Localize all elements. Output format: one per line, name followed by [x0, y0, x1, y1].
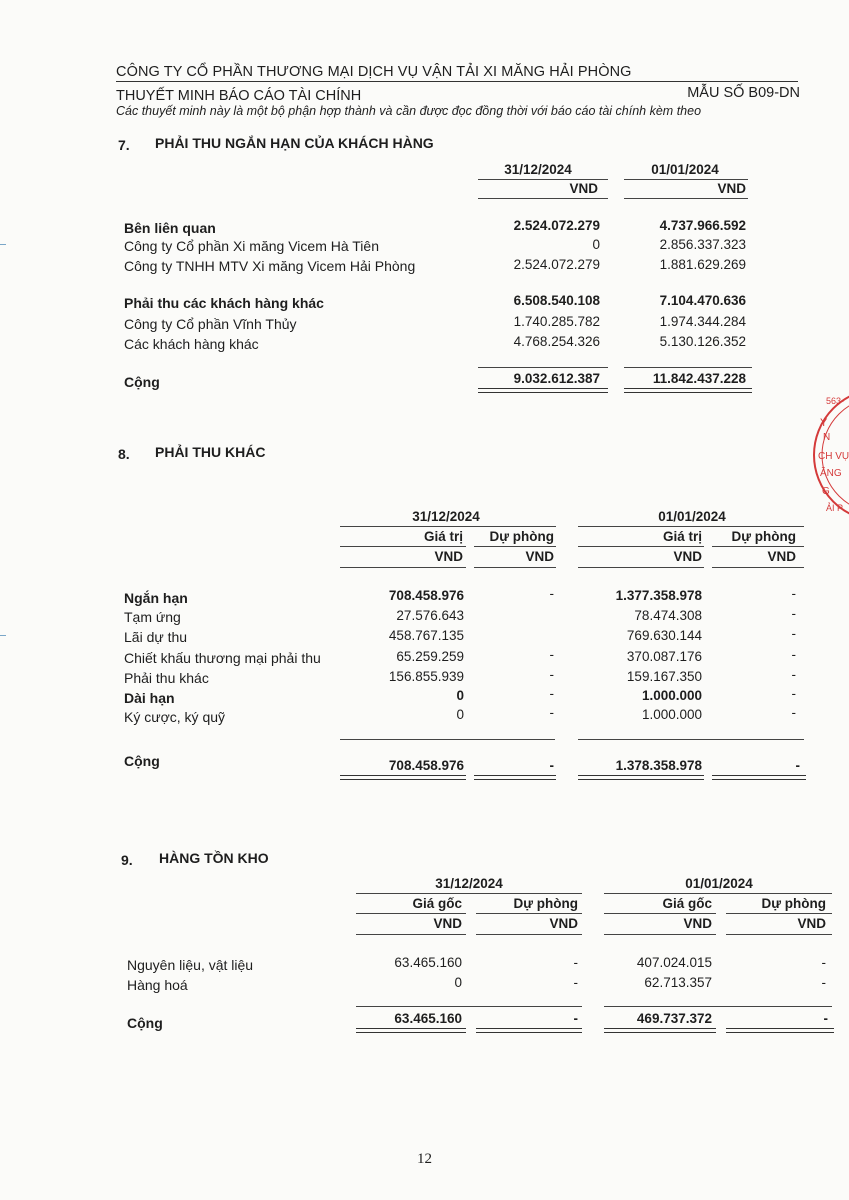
- s9-row-b: -: [573, 955, 578, 970]
- s7-total-v2: 11.842.437.228: [652, 371, 746, 386]
- s8-row-label: Ký cược, ký quỹ: [124, 709, 226, 725]
- s8-row-b: -: [549, 586, 554, 601]
- s9-total-d: -: [823, 1011, 828, 1026]
- s8-row-label: Chiết khấu thương mại phải thu: [124, 650, 321, 666]
- s9-unit-rule: [356, 934, 466, 935]
- s8-row-label: Lãi dự thu: [124, 629, 188, 645]
- s8-col2-rule: [578, 526, 804, 527]
- s9-sub-cost: Giá gốc: [662, 896, 712, 911]
- s7-row-v1: 6.508.540.108: [513, 293, 600, 308]
- s9-unit-rule: [726, 934, 832, 935]
- seal-text: ĂNG: [820, 468, 842, 479]
- s8-total-label: Cộng: [124, 753, 160, 769]
- s9-row-label: Nguyên liệu, vật liệu: [127, 957, 254, 973]
- section-8-title: PHẢI THU KHÁC: [155, 444, 266, 460]
- s7-row-label: Phải thu các khách hàng khác: [124, 295, 324, 311]
- s8-row-c: 1.377.358.978: [615, 588, 702, 603]
- s8-sub-rule: [578, 546, 704, 547]
- s7-row-label: Công ty TNHH MTV Xi măng Vicem Hải Phòng: [124, 258, 416, 274]
- page-number: 12: [417, 1151, 432, 1167]
- s7-row-v1: 2.524.072.279: [513, 257, 600, 272]
- s9-row-c: 407.024.015: [636, 955, 712, 970]
- section-8-number: 8.: [118, 446, 130, 462]
- s8-row-c: 769.630.144: [626, 628, 702, 643]
- s9-unit: VND: [683, 916, 712, 931]
- s8-row-a: 27.576.643: [396, 608, 464, 623]
- s9-row-a: 63.465.160: [394, 955, 462, 970]
- s8-total-double-rule: [578, 775, 704, 780]
- s9-sub-rule: [726, 913, 832, 914]
- s8-row-b: -: [549, 705, 554, 720]
- s8-unit-rule: [712, 567, 804, 568]
- s8-row-a: 65.259.259: [396, 649, 464, 664]
- s7-row-label: Các khách hàng khác: [124, 336, 259, 352]
- section-9-title: HÀNG TỒN KHO: [159, 850, 269, 866]
- s8-row-a: 0: [456, 707, 464, 722]
- s8-sub-value: Giá trị: [662, 529, 702, 544]
- s7-row-v2: 1.974.344.284: [659, 314, 746, 329]
- s8-row-c: 159.167.350: [626, 669, 702, 684]
- s8-row-d: -: [791, 667, 796, 682]
- form-code: MẪU SỐ B09-DN: [687, 85, 800, 101]
- s9-row-a: 0: [454, 975, 462, 990]
- s8-row-d: -: [791, 686, 796, 701]
- s9-sub-rule: [604, 913, 716, 914]
- s9-total-double-rule: [604, 1028, 716, 1033]
- s9-unit: VND: [549, 916, 578, 931]
- s8-unit: VND: [525, 549, 554, 564]
- margin-mark: [0, 244, 6, 245]
- report-title: THUYẾT MINH BÁO CÁO TÀI CHÍNH: [116, 88, 362, 104]
- s8-row-label: Ngắn hạn: [124, 590, 188, 606]
- s7-row-v2: 5.130.126.352: [659, 334, 746, 349]
- s9-row-label: Hàng hoá: [127, 977, 188, 993]
- s8-row-b: -: [549, 647, 554, 662]
- s9-row-c: 62.713.357: [644, 975, 712, 990]
- s8-row-c: 1.000.000: [641, 688, 702, 703]
- s8-unit: VND: [673, 549, 702, 564]
- s8-total-d: -: [795, 758, 800, 773]
- margin-mark: [0, 635, 6, 636]
- s8-total-top-rule: [578, 739, 804, 740]
- s8-sub-rule: [712, 546, 804, 547]
- s7-row-v2: 7.104.470.636: [659, 293, 746, 308]
- s8-unit-rule: [340, 567, 466, 568]
- s8-col1-header: 31/12/2024: [412, 509, 480, 524]
- s8-unit: VND: [434, 549, 463, 564]
- s9-col2-rule: [604, 893, 832, 894]
- s7-row-v1: 4.768.254.326: [513, 334, 600, 349]
- s8-row-label: Phải thu khác: [124, 670, 209, 686]
- s9-total-label: Cộng: [127, 1015, 163, 1031]
- s7-total-top-rule: [478, 367, 608, 368]
- s7-col2-unit: VND: [717, 181, 746, 196]
- s8-row-b: -: [549, 667, 554, 682]
- s7-total-label: Cộng: [124, 374, 160, 390]
- s8-total-double-rule: [474, 775, 556, 780]
- section-7-number: 7.: [118, 137, 130, 153]
- s8-row-c: 78.474.308: [634, 608, 702, 623]
- s7-row-v2: 1.881.629.269: [659, 257, 746, 272]
- s8-unit-rule: [578, 567, 704, 568]
- s8-sub-value: Giá trị: [423, 529, 463, 544]
- s7-col1-header: 31/12/2024: [504, 162, 572, 177]
- s8-row-label: Tạm ứng: [124, 609, 181, 625]
- s7-col1-unit-rule: [478, 198, 608, 199]
- s8-row-a: 156.855.939: [388, 669, 464, 684]
- company-name: CÔNG TY CỔ PHẦN THƯƠNG MẠI DỊCH VỤ VẬN TẢI XI MĂNG HẢI PHÒNG: [116, 64, 632, 80]
- s9-col2-header: 01/01/2024: [685, 876, 753, 891]
- s7-row-v2: 2.856.337.323: [659, 237, 746, 252]
- s9-unit: VND: [797, 916, 826, 931]
- s9-row-d: -: [821, 975, 826, 990]
- s8-total-a: 708.458.976: [388, 758, 464, 773]
- s9-total-c: 469.737.372: [636, 1011, 712, 1026]
- seal-text: 563-: [826, 396, 845, 406]
- s9-total-double-rule: [356, 1028, 466, 1033]
- s8-row-c: 1.000.000: [641, 707, 702, 722]
- s9-sub-prov: Dự phòng: [761, 896, 826, 911]
- section-7-title: PHẢI THU NGẮN HẠN CỦA KHÁCH HÀNG: [155, 135, 434, 151]
- s8-row-label: Dài hạn: [124, 690, 175, 706]
- s8-row-a: 708.458.976: [388, 588, 464, 603]
- s8-row-d: -: [791, 705, 796, 720]
- s7-row-v1: 2.524.072.279: [513, 218, 600, 233]
- s9-sub-rule: [356, 913, 466, 914]
- s8-unit-rule: [474, 567, 556, 568]
- s8-row-d: -: [791, 606, 796, 621]
- seal-graphic: [812, 380, 849, 530]
- s9-total-double-rule: [726, 1028, 834, 1033]
- s8-total-top-rule: [340, 739, 555, 740]
- s8-row-a: 458.767.135: [388, 628, 464, 643]
- s9-col1-header: 31/12/2024: [435, 876, 503, 891]
- header-note: Các thuyết minh này là một bộ phận hợp thành và cần được đọc đồng thời với báo cáo tài chính kèm theo: [116, 104, 702, 118]
- s7-col2-header: 01/01/2024: [651, 162, 719, 177]
- s7-row-label: Bên liên quan: [124, 220, 216, 236]
- s7-col1-rule: [478, 179, 608, 180]
- s7-total-double-rule: [624, 388, 752, 393]
- section-9-number: 9.: [121, 852, 133, 868]
- s9-total-a: 63.465.160: [394, 1011, 462, 1026]
- s9-sub-prov: Dự phòng: [513, 896, 578, 911]
- s8-sub-rule: [474, 546, 556, 547]
- seal-text: ẢI P: [826, 503, 844, 513]
- s7-row-v2: 4.737.966.592: [659, 218, 746, 233]
- s9-total-top-rule: [604, 1006, 832, 1007]
- s8-row-d: -: [791, 626, 796, 641]
- s8-row-c: 370.087.176: [626, 649, 702, 664]
- s7-row-label: Công ty Cổ phần Vĩnh Thủy: [124, 316, 297, 332]
- s7-row-v1: 0: [592, 237, 600, 252]
- s7-col2-unit-rule: [624, 198, 748, 199]
- s7-col2-rule: [624, 179, 748, 180]
- s9-total-top-rule: [356, 1006, 582, 1007]
- s8-col2-header: 01/01/2024: [658, 509, 726, 524]
- s8-sub-prov: Dự phòng: [489, 529, 554, 544]
- s9-total-double-rule: [476, 1028, 582, 1033]
- s8-unit: VND: [767, 549, 796, 564]
- s9-col1-rule: [356, 893, 582, 894]
- s9-total-b: -: [573, 1011, 578, 1026]
- header-rule: [116, 81, 798, 82]
- s7-total-v1: 9.032.612.387: [513, 371, 600, 386]
- s9-unit-rule: [604, 934, 716, 935]
- s8-sub-prov: Dự phòng: [731, 529, 796, 544]
- s7-row-v1: 1.740.285.782: [513, 314, 600, 329]
- s9-row-b: -: [573, 975, 578, 990]
- company-seal: [812, 380, 849, 530]
- s8-row-d: -: [791, 586, 796, 601]
- s7-row-label: Công ty Cổ phần Xi măng Vicem Hà Tiên: [124, 238, 379, 254]
- seal-text: N: [823, 432, 831, 443]
- seal-text: Y: [820, 417, 828, 429]
- s7-total-double-rule: [478, 388, 608, 393]
- seal-text: G: [822, 486, 830, 497]
- s8-total-c: 1.378.358.978: [615, 758, 702, 773]
- s7-total-top-rule: [624, 367, 752, 368]
- s7-col1-unit: VND: [569, 181, 598, 196]
- seal-text: CH VỤ: [818, 451, 849, 462]
- s8-row-d: -: [791, 647, 796, 662]
- s8-col1-rule: [340, 526, 556, 527]
- s9-row-d: -: [821, 955, 826, 970]
- s9-unit-rule: [476, 934, 582, 935]
- s8-row-b: -: [549, 686, 554, 701]
- s8-total-b: -: [549, 758, 554, 773]
- s8-total-double-rule: [340, 775, 466, 780]
- s8-total-double-rule: [712, 775, 806, 780]
- s8-row-a: 0: [456, 688, 464, 703]
- s9-unit: VND: [433, 916, 462, 931]
- s8-sub-rule: [340, 546, 466, 547]
- s9-sub-rule: [476, 913, 582, 914]
- s9-sub-cost: Giá gốc: [412, 896, 462, 911]
